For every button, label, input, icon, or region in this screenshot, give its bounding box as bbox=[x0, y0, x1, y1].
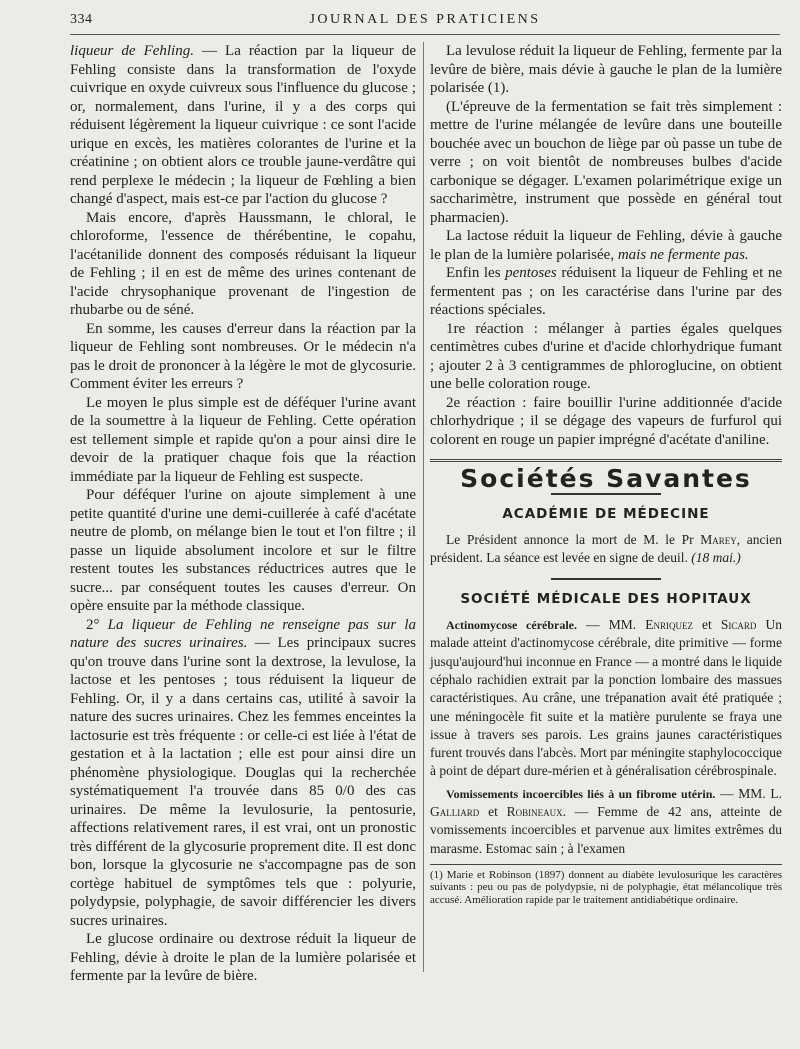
paragraph-text: , ancien président. La séance est levée en signe de deuil. bbox=[430, 532, 782, 566]
footnote-text: (1) Marie et Robinson (1897) donnent au diabète levulosurique les caractères suivants : peu ou pas de polydypsie, ni de polyphagie, état mélancolique très accusé. Amélioration rapide par le traitement antidiabétique ordinaire. bbox=[430, 868, 782, 906]
person-name: Galliard bbox=[430, 804, 480, 820]
journal-title: JOURNAL DES PRATICIENS bbox=[309, 12, 541, 27]
paragraph: Le moyen le plus simple est de déféquer l'urine avant de la soumettre à la liqueur de Fehling. Cette opération est tellement simple et rapide qu'on a pour ainsi dire le devoir de la pratiquer chaque fois que la réaction immédiate par la liqueur de Fehling est suspecte. bbox=[70, 394, 416, 485]
right-column bbox=[430, 42, 782, 906]
session-date: (18 mai.) bbox=[691, 550, 741, 566]
paragraph: 2e réaction : faire bouillir l'urine additionnée d'acide chlorhydrique ; il se dégage des vapeurs de furfurol qui colorent en rouge un papier imprégné d'acétate d'aniline. bbox=[430, 394, 782, 448]
paragraph: En somme, les causes d'erreur dans la réaction par la liqueur de Fehling sont nombreuses. Or le médecin n'a pas le droit de prononcer à la légère le mot de glycosurie. Comment éviter les erreurs ? bbox=[70, 320, 416, 392]
paragraph-text: — Les principaux sucres qu'on trouve dans l'urine sont la dextrose, la levulose, la lactose et les pentoses ; tous réduisent la liqueur de Fehling. Or, il y a dans certains cas, utilité à savoir la nature des sucres urinaires. Chez les femmes enceintes la lactosurie est très fréquente : or celle-ci est liée à l'état de gestation et à la lactation ; elle est pour ainsi dire un phénomène physiologique. Douglas qui la recherchée systématiquement l'a trouvée dans 85 0/0 des cas urinaires. De même la levulosurie, la pentosurie, affections relativement rares, il est vrai, ont un pronostic très différent de la glycosurie proprement dite. Il est donc bon, lorsque la glycosurie ne s'accompagne pas de son cortège habituel de symptômes tels que : polyurie, polydypsie, polyphagie, de savoir différencier les divers sucres urinaires. bbox=[70, 635, 416, 929]
section-rule bbox=[430, 459, 782, 462]
paragraph-text: Un malade atteint d'actinomycose cérébrale, dite primitive — forme jusqu'aujourd'hui inconnue en France — a montré dans le liquide céphalo rachidien extrait par la ponction lombaire des massues caractéristiques. Au crâne, une trépanation avait été pratiquée ; une méningocèle fit suite et la matière purulente se fraya une issue à travers ses parois. Les grains jaunes caractéristiques furent trouvés dans l'abcès. Mort par méningite staphylococcique à point de départ dure-mérien et à généralisation cérébrospinale. bbox=[430, 617, 783, 779]
italic-text: pentoses bbox=[505, 265, 557, 281]
paragraph: La levulose réduit la liqueur de Fehling, fermente par la levûre de bière, mais dévie à gauche le plan de la lumière polarisée (1). bbox=[430, 43, 782, 96]
left-column bbox=[70, 42, 416, 986]
paragraph-text: La lactose réduit la liqueur de Fehling, dévie à gauche le plan de la lumière polarisée, bbox=[430, 228, 782, 263]
paragraph bbox=[430, 264, 782, 320]
paragraph bbox=[430, 785, 782, 858]
hopitaux-heading: SOCIÉTÉ MÉDICALE DES HOPITAUX bbox=[460, 590, 752, 607]
paragraph-text: Enfin les bbox=[446, 265, 506, 281]
paragraph: Mais encore, d'après Haussmann, le chloral, le chloroforme, l'essence de thérébentine, le copahu, l'acétanilide donnent des composés réduisant la liqueur de Fehling ; il en est de même des urines contenant de l'acide chrysophanique provenant de l'ingestion de rhubarbe ou de séné. bbox=[70, 209, 416, 318]
section-separator bbox=[551, 578, 661, 580]
page-header bbox=[70, 10, 780, 35]
person-name: Enriquez bbox=[645, 617, 693, 633]
footnote bbox=[430, 869, 782, 907]
paragraph-text: . — Femme de 42 ans, atteinte de vomissements incoercibles et parvenue aux limites extrêmes du marasme. Estomac sain ; à l'examen bbox=[430, 804, 782, 856]
paragraph bbox=[430, 227, 782, 264]
paragraph: (L'épreuve de la fermentation se fait très simplement : mettre de l'urine mélangée de levûre dans une bouteille bouchée avec un bouchon de liège par où passe un tube de verre ; on voit bientôt de nombreuses bulbes d'acide carbonique se dégager. L'examen polarimétrique exige un saccharimètre, instrument que possède en général tout pharmacien). bbox=[430, 98, 782, 226]
paragraph bbox=[70, 616, 416, 931]
person-name: Sicard bbox=[720, 617, 757, 633]
paragraph-text: — MM. L. bbox=[715, 785, 782, 801]
paragraph: 1re réaction : mélanger à parties égales quelques centimètres cubes d'urine et d'acide chlorhydrique fumant ; ajouter 2 à 3 centigrammes de phloroglucine, on obtient une belle coloration rouge. bbox=[430, 320, 782, 392]
paragraph-text: — MM. bbox=[577, 617, 646, 633]
paragraph bbox=[430, 616, 782, 781]
paragraph bbox=[430, 531, 782, 568]
paragraph-text: et bbox=[692, 617, 721, 633]
case-title: Vomissements incoercibles liés à un fibrome utérin. bbox=[446, 786, 716, 801]
paragraph bbox=[70, 42, 416, 209]
section-number: 2° bbox=[86, 616, 108, 633]
case-title: Actinomycose cérébrale. bbox=[446, 618, 578, 633]
column-divider bbox=[423, 42, 424, 972]
academie-heading: ACADÉMIE DE MÉDECINE bbox=[502, 505, 710, 522]
paragraph: Pour déféquer l'urine on ajoute simplement à une petite quantité d'urine une demi-cuillerée à café d'acétate neutre de plomb, on mélange bien le tout et l'on filtre ; il passe un liquide absolument incolore et sur le filtre restent toutes les substances réductrices autres que le sucre... par conséquent toutes les causes d'erreur. On opère ensuite par la méthode classique. bbox=[70, 487, 416, 614]
italic-heading: La liqueur de Fehling ne renseigne pas sur la nature des sucres urinaires. bbox=[70, 616, 416, 651]
paragraph-text: — La réaction par la liqueur de Fehling consiste dans la transformation de l'oxyde cuivrique en oxyde cuivreux sous l'influence du glucose ; or, normalement, dans l'urine, il y a des corps qui réduisent légèrement la liqueur cuivrique : ce sont l'acide urique en excès, les matières colorantes de l'urine et la créatinine ; on obtient alors ce trouble jaune-verdâtre qui rend perplexe le médecin ; la liqueur de Fœhling a bien changé d'aspect, mais est-ce par l'action du glucose ? bbox=[70, 43, 416, 207]
paragraph-text: réduisent la liqueur de Fehling et ne fermentent pas ; on les caractérise dans l'urine par des réactions spéciales. bbox=[430, 265, 782, 318]
italic-heading: liqueur de Fehling. bbox=[70, 43, 194, 59]
page-number: 334 bbox=[70, 12, 93, 27]
section-title: Sociétés Savantes bbox=[460, 464, 752, 493]
person-name: Marey bbox=[700, 532, 737, 547]
paragraph: Le glucose ordinaire ou dextrose réduit la liqueur de Fehling, dévie à droite le plan de la lumière polarisée et fermente par la levûre de bière. bbox=[70, 931, 416, 984]
paragraph-text: Le Président annonce la mort de M. le Pr bbox=[446, 532, 701, 547]
footnote-rule bbox=[430, 864, 782, 865]
person-name: Robineaux bbox=[506, 804, 563, 820]
italic-text: mais ne fermente pas. bbox=[617, 246, 749, 263]
paragraph-text: et bbox=[479, 804, 507, 820]
